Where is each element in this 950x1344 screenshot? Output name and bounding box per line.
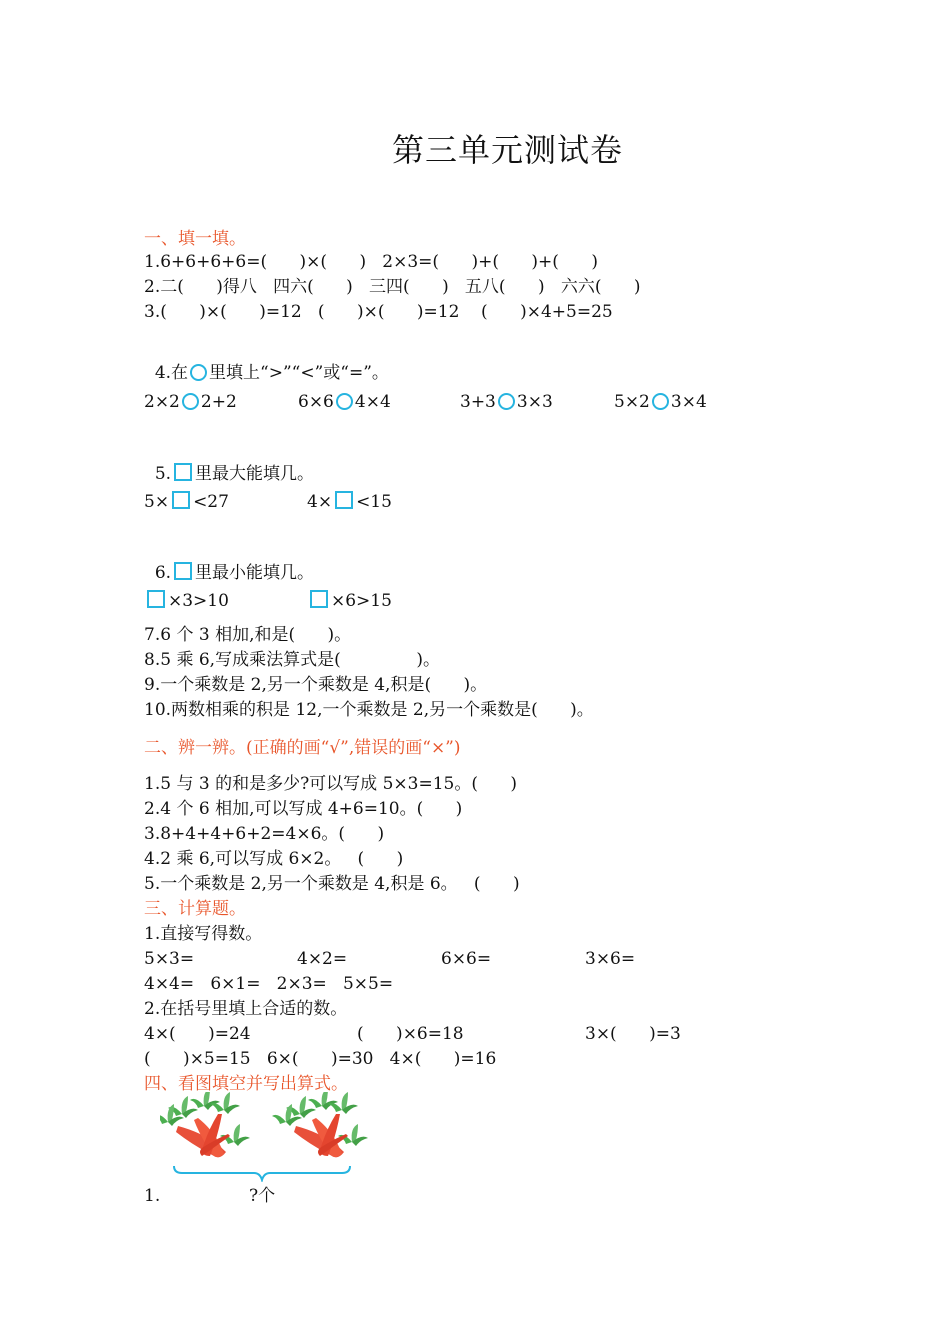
calc-cell: 5×3=: [144, 949, 195, 969]
question-1-10: 10.两数相乘的积是 12,一个乘数是 2,另一个乘数是( )。: [144, 700, 594, 720]
brace-label: ?个: [249, 1186, 276, 1206]
question-1-6: [144, 540, 314, 584]
carrot-group-2: [272, 1092, 368, 1157]
calc-subtitle: 1.直接写得数。: [144, 924, 263, 944]
judge-item: 5.一个乘数是 2,另一个乘数是 4,积是 6。 ( ): [144, 874, 520, 894]
judge-item: 3.8+4+4+6+2=4×6。( ): [144, 824, 385, 844]
compare-right: 2+2: [200, 392, 237, 412]
max-item-suffix: <15: [356, 492, 392, 512]
section1-heading: 一、填一填。: [144, 229, 246, 249]
compare-right: 3×3: [516, 392, 553, 412]
question-1-3: 3.( )×( )=12 ( )×( )=12 ( )×4+5=25: [144, 302, 613, 322]
question-1-1: 1.6+6+6+6=( )×( ) 2×3=( )+( )+( ): [144, 252, 598, 272]
max-item-suffix: <27: [193, 492, 229, 512]
question-1-9: 9.一个乘数是 2,另一个乘数是 4,积是( )。: [144, 675, 488, 695]
q4-suffix: 里填上“>”“<”或“=”。: [209, 363, 389, 383]
compare-item: [460, 391, 553, 413]
q5-suffix: 里最大能填几。: [195, 464, 315, 484]
q4-prefix: 4.在: [154, 363, 189, 383]
min-item: [144, 590, 229, 612]
compare-right: 3×4: [670, 392, 707, 412]
square-blank-icon: [174, 562, 192, 580]
square-input[interactable]: [147, 590, 165, 608]
q6-prefix: 6.: [154, 563, 172, 583]
calc-subtitle: 2.在括号里填上合适的数。: [144, 999, 348, 1019]
judge-item: 1.5 与 3 的和是多少?可以写成 5×3=15。( ): [144, 774, 518, 794]
compare-circle-input[interactable]: [336, 393, 353, 410]
calc-cell: 6×6=: [441, 949, 492, 969]
calc-cell: 4×( )=24: [144, 1024, 251, 1044]
question-1-4: [144, 340, 389, 384]
max-item-prefix: 4×: [307, 492, 333, 512]
question-1-7: 7.6 个 3 相加,和是( )。: [144, 625, 352, 645]
max-item-prefix: 5×: [144, 492, 170, 512]
compare-circle-input[interactable]: [652, 393, 669, 410]
calc-cell: 3×( )=3: [585, 1024, 681, 1044]
square-input[interactable]: [310, 590, 328, 608]
q5-prefix: 5.: [154, 464, 172, 484]
compare-right: 4×4: [354, 392, 391, 412]
calc-cell: 4×2=: [297, 949, 348, 969]
compare-circle-input[interactable]: [182, 393, 199, 410]
compare-left: 6×6: [298, 392, 334, 412]
max-item: [144, 491, 229, 513]
compare-item: [298, 391, 391, 413]
section2-heading: 二、辨一辨。(正确的画“√”,错误的画“×”): [144, 738, 461, 758]
compare-left: 2×2: [144, 392, 180, 412]
circle-blank-icon: [190, 364, 207, 381]
question-1-2: 2.二( )得八 四六( ) 三四( ) 五八( ) 六六( ): [144, 277, 641, 297]
square-input[interactable]: [335, 491, 353, 509]
section4-heading: 四、看图填空并写出算式。: [144, 1074, 348, 1094]
judge-item: 2.4 个 6 相加,可以写成 4+6=10。( ): [144, 799, 463, 819]
calc-row: 4×4= 6×1= 2×3= 5×5=: [144, 974, 394, 994]
judge-item: 4.2 乘 6,可以写成 6×2。 ( ): [144, 849, 404, 869]
compare-left: 3+3: [460, 392, 496, 412]
max-item: [307, 491, 392, 513]
page-title: 第三单元测试卷: [392, 131, 624, 169]
calc-cell: ( )×6=18: [357, 1024, 464, 1044]
square-input[interactable]: [172, 491, 190, 509]
question-4-1-label: 1.: [144, 1186, 161, 1206]
compare-item: [144, 391, 237, 413]
section3-heading: 三、计算题。: [144, 899, 246, 919]
min-item: [307, 590, 392, 612]
compare-circle-input[interactable]: [498, 393, 515, 410]
q6-suffix: 里最小能填几。: [195, 563, 315, 583]
question-1-8: 8.5 乘 6,写成乘法算式是( )。: [144, 650, 440, 670]
square-blank-icon: [174, 463, 192, 481]
compare-left: 5×2: [614, 392, 650, 412]
compare-item: [614, 391, 707, 413]
min-item-suffix: ×6>15: [331, 591, 392, 611]
calc-row: ( )×5=15 6×( )=30 4×( )=16: [144, 1049, 497, 1069]
carrot-group-1: [160, 1092, 250, 1157]
brace-icon: [172, 1164, 352, 1182]
min-item-suffix: ×3>10: [168, 591, 229, 611]
calc-cell: 3×6=: [585, 949, 636, 969]
question-1-5: [144, 441, 314, 485]
